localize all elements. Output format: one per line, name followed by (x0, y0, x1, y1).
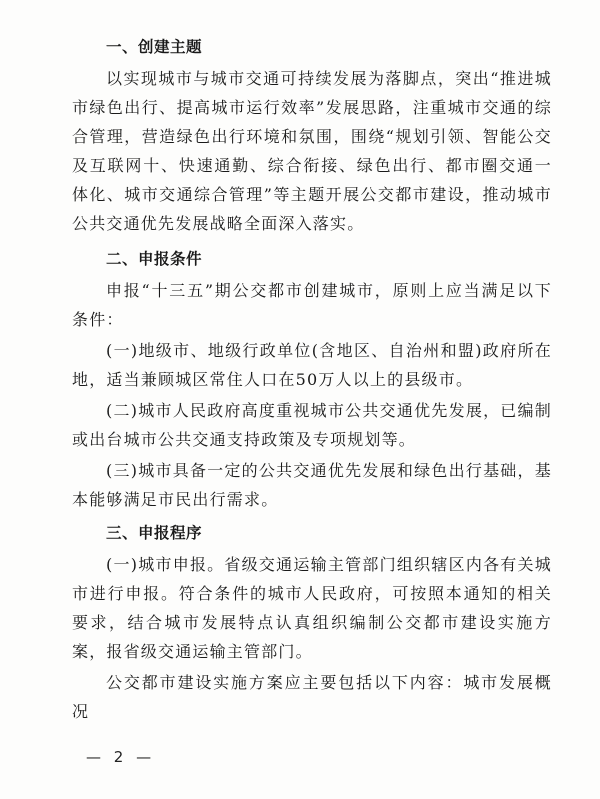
section-3-paragraph-2: 公交都市建设实施方案应主要包括以下内容：城市发展概况 (72, 673, 552, 721)
document-body (72, 30, 552, 728)
section-3-paragraph-1: (一)城市申报。省级交通运输主管部门组织辖区内各有关城市进行申报。符合条件的城市人民政府，可按照本通知的相关要求，结合城市发展特点认真组织编制公交都市建设实施方案，报省级交通运输主管部门。 (72, 555, 552, 661)
page-number: — 2 — (86, 748, 156, 766)
section-2-condition-2: (二)城市人民政府高度重视城市公共交通优先发展，已编制或出台城市公共交通支持政策及专项规划等。 (72, 401, 552, 449)
section-heading-1: 一、创建主题 (106, 38, 203, 56)
section-2-condition-1: (一)地级市、地级行政单位(含地区、自治州和盟)政府所在地，适当兼顾城区常住人口在50万人以上的县级市。 (72, 341, 552, 389)
section-heading-3: 三、申报程序 (106, 524, 203, 542)
section-1-paragraph: 以实现城市与城市交通可持续发展为落脚点，突出“推进城市绿色出行、提高城市运行效率”发展思路，注重城市交通的综合管理，营造绿色出行环境和氛围，围绕“规划引领、智能公交及互联网十、快速通勤、综合衔接、绿色出行、都市圈交通一体化、城市交通综合管理”等主题开展公交都市建设，推动城市公共交通优先发展战略全面深入落实。 (72, 69, 552, 233)
section-2-intro-paragraph: 申报“十三五”期公交都市创建城市，原则上应当满足以下条件： (72, 281, 552, 329)
section-2-condition-3: (三)城市具备一定的公共交通优先发展和绿色出行基础，基本能够满足市民出行需求。 (72, 461, 552, 509)
section-heading-2: 二、申报条件 (106, 250, 203, 268)
